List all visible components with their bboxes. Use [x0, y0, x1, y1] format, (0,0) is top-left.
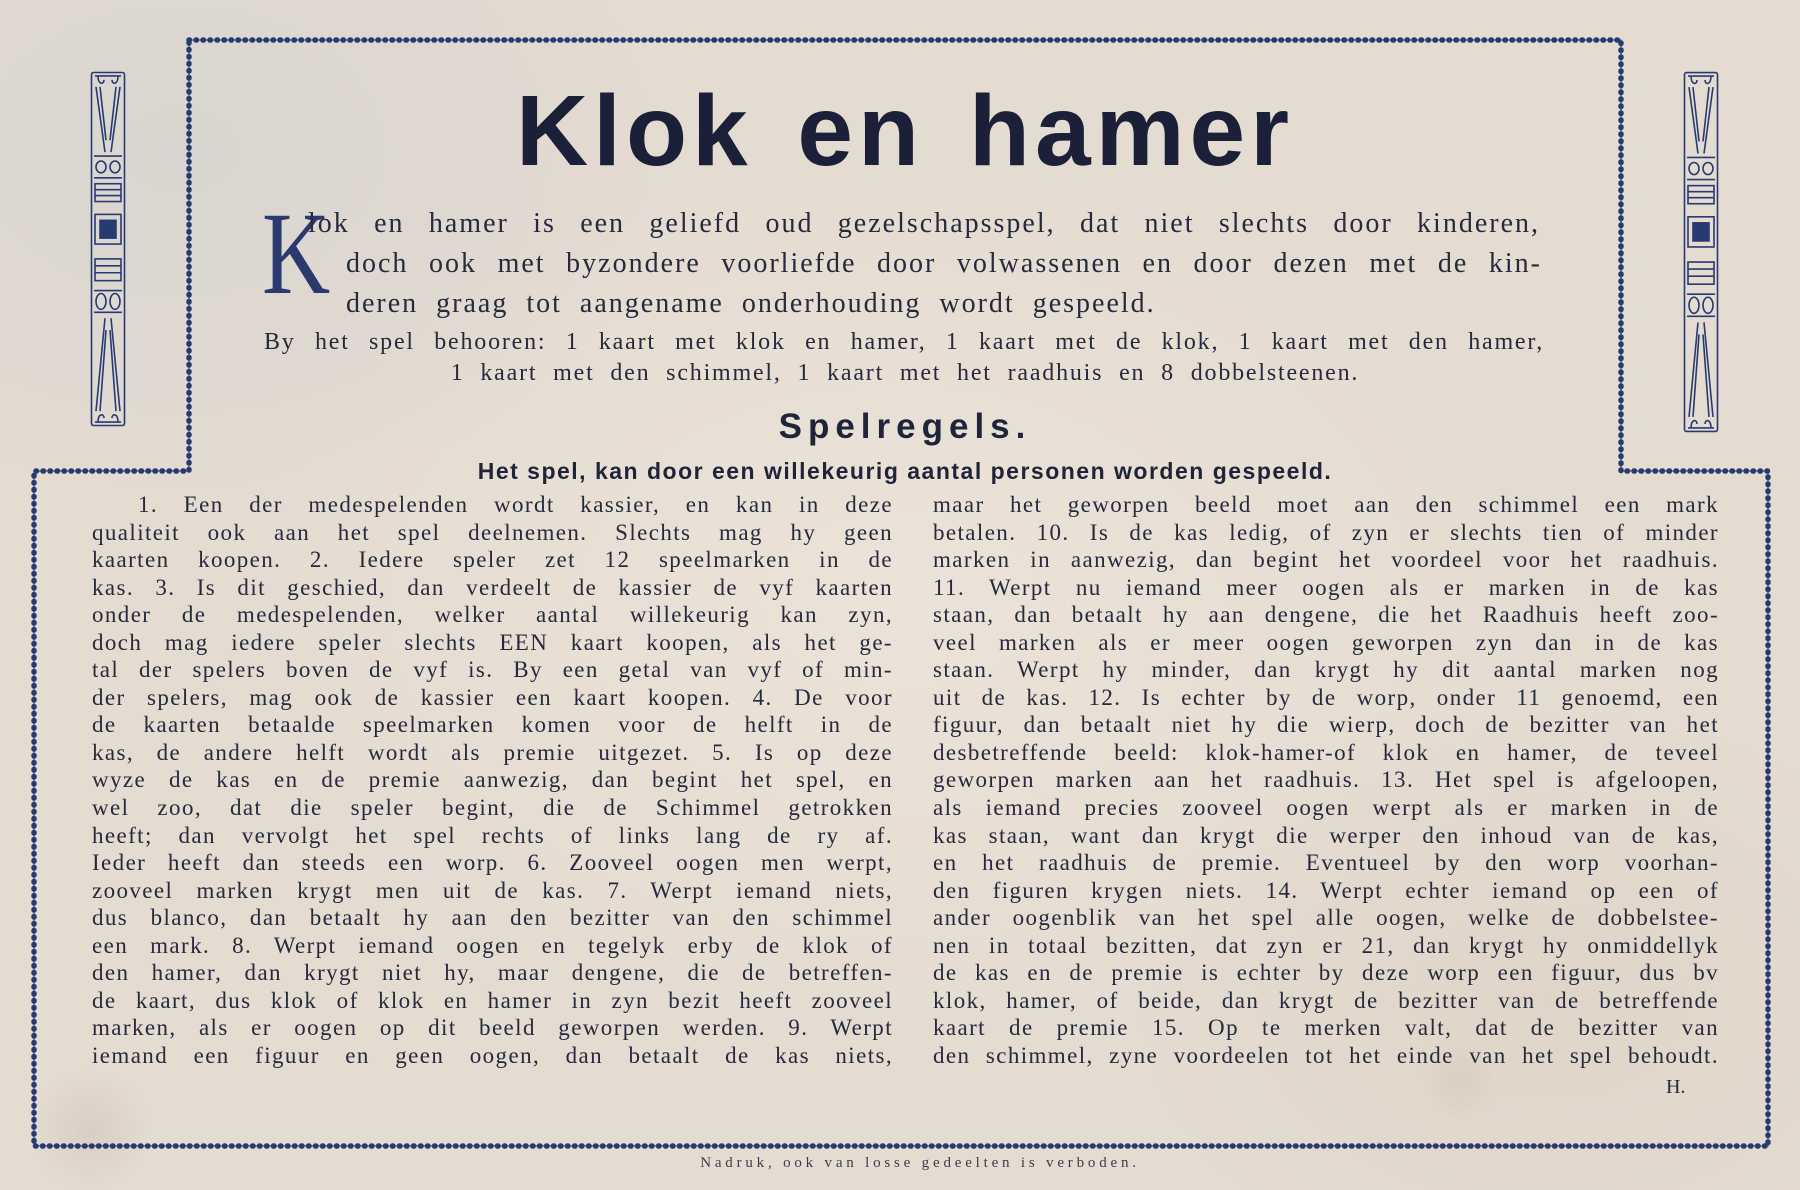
rules-line: en het raadhuis de premie. Eventueel by den worp voorhan-	[933, 850, 1719, 876]
rules-line: maar het geworpen beeld moet aan den schimmel een mark	[933, 492, 1719, 517]
rules-line: een mark. 8. Werpt iemand oogen en tegelyk erby de klok of	[92, 932, 893, 958]
rules-line: nen in totaal bezitten, dat zyn er 21, dan krygt hy onmiddellyk	[933, 932, 1719, 958]
contents-line: By het spel behooren: 1 kaart met klok en hamer, 1 kaart met de klok, 1 kaart met den hamer,	[264, 329, 1544, 355]
rules-line: ander oogenblik van het spel alle oogen, welke de dobbelstee-	[933, 905, 1719, 931]
rules-line: Ieder heeft dan steeds een worp. 6. Zooveel oogen men werpt,	[92, 850, 893, 876]
rules-line: 1. Een der medespelenden wordt kassier, en kan in deze	[138, 492, 893, 517]
rules-line: kaarten koopen. 2. Iedere speler zet 12 speelmarken in de	[92, 547, 893, 573]
rules-line: tal der spelers boven de vyf is. By een getal van vyf of min-	[92, 657, 893, 683]
rules-line: wel zoo, dat die speler begint, die de Schimmel getrokken	[92, 795, 893, 821]
rules-line: kas staan, want dan krygt die werper den inhoud van de kas,	[933, 822, 1719, 848]
rules-line: 11. Werpt nu iemand meer oogen als er marken in de kas	[933, 574, 1719, 600]
rules-line: betalen. 10. Is de kas ledig, of zyn er slechts tien of minder	[933, 519, 1719, 545]
rules-line: wyze de kas en de premie aanwezig, dan begint het spel, en	[92, 767, 893, 793]
rules-line: veel marken als er meer oogen geworpen zyn dan in de kas	[933, 629, 1719, 655]
rules-line: kaart de premie 15. Op te merken valt, dat de bezitter van	[933, 1015, 1719, 1041]
rules-line: den hamer, dan krygt niet hy, maar dengene, die de betreffen-	[92, 960, 893, 986]
signature-initial: H.	[1666, 1076, 1686, 1098]
rules-line: iemand een figuur en geen oogen, dan betaalt de kas niets,	[92, 1042, 893, 1068]
ornament-left	[90, 71, 126, 427]
rules-line: marken in aanwezig, dan begint het voordeel voor het raadhuis.	[933, 547, 1719, 573]
rules-column-left	[92, 491, 893, 1069]
page-title: Klok en hamer	[515, 75, 1295, 187]
rules-line: doch mag iedere speler slechts EEN kaart koopen, als het ge-	[92, 629, 893, 655]
rules-line: dus blanco, dan betaalt hy aan den bezitter van den schimmel	[92, 905, 893, 931]
drop-cap: K	[262, 188, 331, 319]
rules-subheading: Het spel, kan door een willekeurig aantal personen worden gespeeld.	[477, 458, 1333, 484]
rules-line: staan, dan betaalt hy aan dengene, die het Raadhuis heeft zoo-	[933, 602, 1719, 628]
ornament-right	[1683, 71, 1719, 433]
rules-line: heeft; dan vervolgt het spel rechts of links lang de ry af.	[92, 822, 893, 848]
rules-line: zooveel marken krygt men uit de kas. 7. Werpt iemand niets,	[92, 877, 893, 903]
intro-line: doch ook met byzondere voorliefde door volwassenen en door dezen met de kin-	[346, 248, 1542, 279]
rules-line: kas, de andere helft wordt als premie uitgezet. 5. Is op deze	[92, 739, 893, 765]
rules-line: kas. 3. Is dit geschied, dan verdeelt de kassier de vyf kaarten	[92, 574, 893, 600]
rules-line: uit de kas. 12. Is echter by de worp, onder 11 genoemd, een	[933, 684, 1719, 710]
rules-line: der spelers, mag ook de kassier een kaart koopen. 4. De voor	[92, 684, 893, 710]
intro-line: deren graag tot aangename onderhouding wordt gespeeld.	[346, 288, 1156, 319]
rules-line: als iemand precies zooveel oogen werpt als er marken in de	[933, 795, 1719, 821]
rules-line: de kaarten betaalde speelmarken komen voor de helft in de	[92, 712, 893, 738]
rules-line: qualiteit ook aan het spel deelnemen. Slechts mag hy geen	[92, 519, 893, 545]
intro-line: lok en hamer is een geliefd oud gezelschapsspel, dat niet slechts door kinderen,	[308, 208, 1540, 239]
rules-column-right	[933, 491, 1719, 1069]
rules-line: desbetreffende beeld: klok-hamer-of klok en hamer, de teveel	[933, 739, 1719, 765]
rules-line: klok, hamer, of beide, dan krygt de bezitter van de betreffende	[933, 987, 1719, 1013]
rules-heading: Spelregels.	[778, 407, 1032, 446]
rules-line: den figuren krygen niets. 14. Werpt echter iemand op een of	[933, 877, 1719, 903]
rules-line: marken, als er oogen op dit beeld geworpen werden. 9. Werpt	[92, 1015, 893, 1041]
rules-line: de kas en de premie is echter by deze worp een figuur, dus bv	[933, 960, 1719, 986]
rules-line: staan. Werpt hy minder, dan krygt hy dit aantal marken nog	[933, 657, 1719, 683]
rules-line: figuur, dan betaalt niet hy die wierp, doch de bezitter van het	[933, 712, 1719, 738]
rules-line: onder de medespelenden, welker aantal willekeurig kan zyn,	[92, 602, 893, 628]
footer-notice: Nadruk, ook van losse gedeelten is verboden.	[700, 1155, 1140, 1171]
rules-line: geworpen marken aan het raadhuis. 13. Het spel is afgeloopen,	[933, 767, 1719, 793]
rules-line: den schimmel, zyne voordeelen tot het einde van het spel behoudt.	[933, 1042, 1719, 1068]
rules-line: de kaart, dus klok of klok en hamer in zyn bezit heeft zooveel	[92, 987, 893, 1013]
contents-line: 1 kaart met den schimmel, 1 kaart met het raadhuis en 8 dobbelsteenen.	[450, 360, 1360, 386]
